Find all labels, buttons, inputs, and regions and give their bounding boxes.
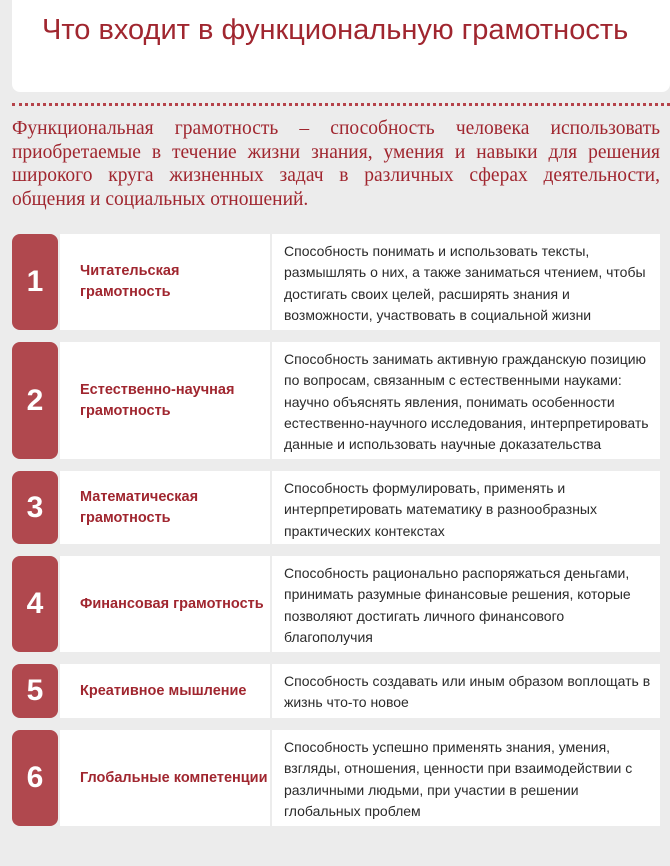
list-item: [12, 556, 660, 652]
item-name-box: [60, 730, 270, 826]
item-name: Читательская грамотность: [80, 263, 180, 300]
list-item: [12, 342, 660, 459]
item-number: 5: [12, 664, 58, 718]
list-item: [12, 664, 660, 718]
item-description-box: [272, 664, 660, 718]
item-name: Математическая грамотность: [80, 488, 199, 526]
dotted-divider: [12, 103, 670, 106]
item-description: Способность понимать и использовать тексты, размышлять о них, а также заниматься чтением, чтобы достигать своих целей, расширять знания и возможности, участвовать в социальной жизни: [284, 243, 646, 323]
item-description-box: [272, 730, 660, 826]
item-number: 1: [12, 234, 58, 330]
item-name: Креативное мышление: [80, 682, 247, 699]
item-description: Способность формулировать, применять и интерпретировать математику в разнообразных практических контекстах: [284, 480, 597, 539]
item-name: Финансовая грамотность: [80, 595, 264, 612]
intro-paragraph: Функциональная грамотность – способность человека использовать приобретаемые в течение жизни знания, умения и навыки для решения широкого круга жизненных задач в различных сферах деятельности, общения и социальных отношений.: [12, 118, 660, 210]
item-description: Способность создавать или иным образом воплощать в жизнь что-то новое: [284, 673, 651, 711]
list-item: [12, 471, 660, 544]
item-description-box: [272, 234, 660, 330]
item-name: Глобальные компетенции: [80, 769, 268, 786]
item-description: Способность успешно применять знания, умения, взгляды, отношения, ценности при взаимодействии с различными людьми, при участии в решении глобальных проблем: [284, 739, 633, 819]
page-title: Что входит в функциональную грамотность: [42, 14, 629, 46]
item-name-box: [60, 234, 270, 330]
item-number: 2: [12, 342, 58, 459]
item-name: Естественно-научная грамотность: [80, 381, 235, 419]
item-number: 3: [12, 471, 58, 544]
item-description: Способность занимать активную гражданскую позицию по вопросам, связанным с естественными науками: научно объяснять явления, понимать особенности естественно-научного исследования, интерпретировать данные и использовать научные доказательства: [284, 351, 649, 453]
list-item: [12, 234, 660, 330]
item-number: 4: [12, 556, 58, 652]
item-description-box: [272, 342, 660, 459]
item-description-box: [272, 471, 660, 544]
title-box: [12, 0, 670, 92]
item-name-box: [60, 471, 270, 544]
item-name-box: [60, 342, 270, 459]
item-name-box: [60, 664, 270, 718]
item-description: Способность рационально распоряжаться деньгами, принимать разумные финансовые решения, которые позволяют достигать личного финансового благополучия: [284, 565, 631, 645]
item-name-box: [60, 556, 270, 652]
item-number: 6: [12, 730, 58, 826]
item-description-box: [272, 556, 660, 652]
list-item: [12, 730, 660, 826]
